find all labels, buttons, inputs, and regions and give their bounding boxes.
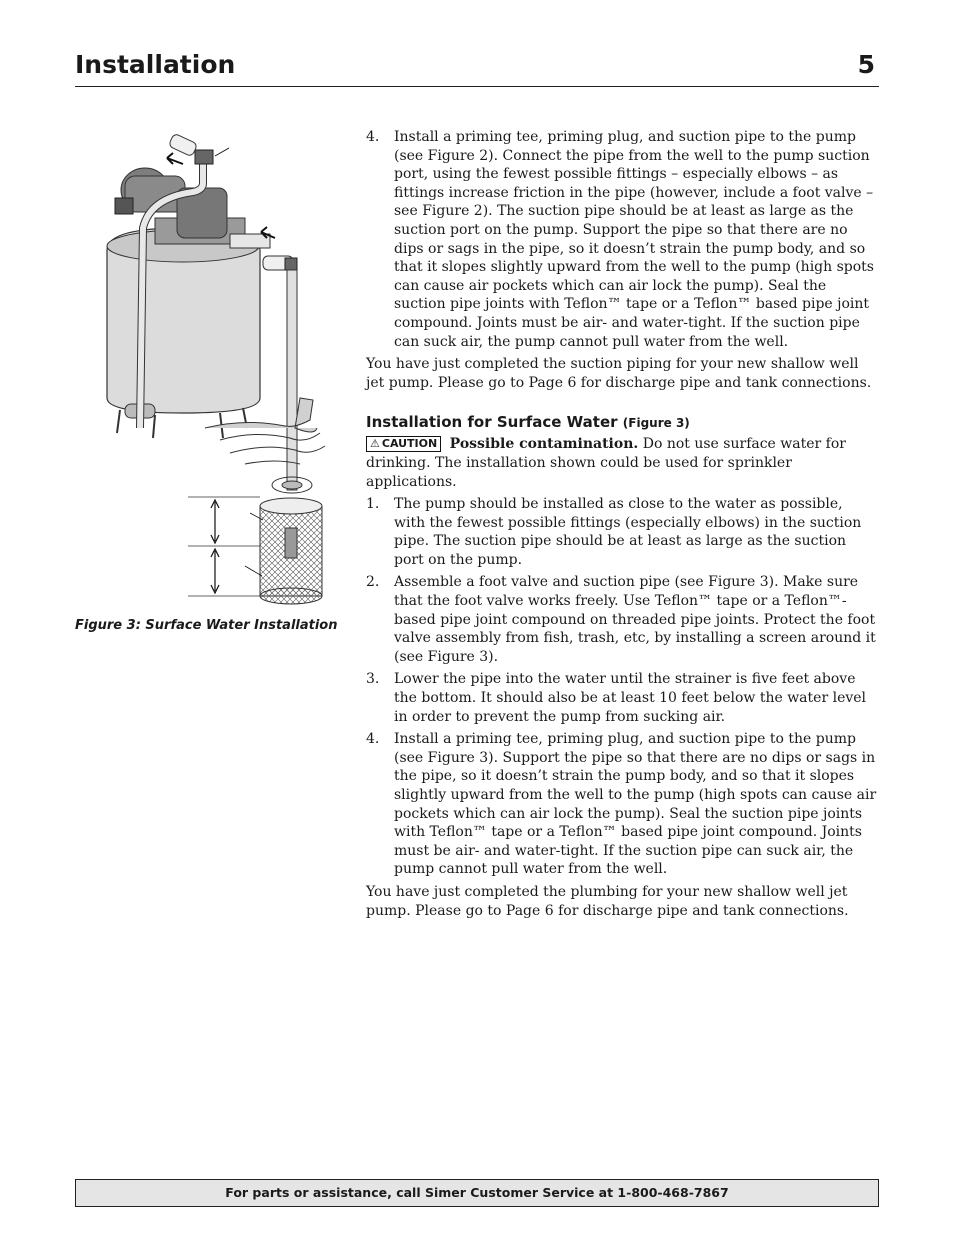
page-number: 5 [857,50,875,79]
pressure-tank-drawing [107,228,260,438]
step-text: Install a priming tee, priming plug, and suction pipe to the pump (see Figure 2). Connect the pipe from the well to the pump suction port, using the fewest possible fittings – especially elbows – as fittings increase friction in the pipe (however, include a foot valve – see Figure 2). The suction pipe should be at least as large as the suction port on the pump. Support the pipe so that there are no dips or sags in the pipe, so it doesn’t strain the pump body, and so that it slopes slightly upward from the well to the pump (high spots can cause air pockets which can air lock the pump). Seal the suction pipe joints with Teflon™ tape or a Teflon™ based pipe joint compound. Joints must be air- and water-tight. If the suction pipe can suck air, the pump cannot pull water from the well. [394,129,874,350]
step-number: 4. [366,731,380,748]
section-heading-surface-water [366,412,878,433]
step-text: Lower the pipe into the water until the strainer is five feet above the bottom. It should also be at least 10 feet below the water level in order to prevent the pump from sucking air. [394,671,867,725]
section-heading-figure-ref: (Figure 3) [622,416,690,431]
suction-step-4 [366,128,878,351]
warning-triangle-icon: ⚠ [370,437,380,451]
surface-step [366,730,878,879]
caution-badge [366,436,441,452]
page-header [75,48,879,87]
caution-bold-text: Possible contamination. [449,436,639,453]
step-number: 1. [366,496,380,513]
footer-text: For parts or assistance, call Simer Customer Service at 1-800-468-7867 [225,1185,729,1200]
step-text: The pump should be installed as close to the water as possible, with the fewest possible fittings (especially elbows) in the suction pipe. The suction pipe should be at least as large as the suction port on the pump. [394,496,862,568]
caution-label: CAUTION [381,437,438,451]
installation-illustration [95,128,335,613]
surface-water-installation-figure [95,128,335,613]
section-heading-text: Installation for Surface Water [366,413,618,432]
caution-notice [366,435,878,491]
figure-caption: Figure 3: Surface Water Installation [75,618,338,633]
surface-step [366,573,878,666]
main-text-column [366,128,878,920]
surface-completed-paragraph: You have just completed the plumbing for your new shallow well jet pump. Please go to Page 6 for discharge pipe and tank connections. [366,883,849,919]
suction-completed-paragraph: You have just completed the suction piping for your new shallow well jet pump. Please go to Page 6 for discharge pipe and tank connections. [366,356,872,391]
caution-text: Do not use surface water for drinking. The installation shown could be used for sprinkler applications. [366,436,846,490]
step-text: Install a priming tee, priming plug, and suction pipe to the pump (see Figure 3). Support the pipe so that there are no dips or sags in the pipe, so it doesn’t strain the pump body, and so that it slopes slightly upward from the well to the pump (high spots can cause air pockets which can air lock the pump). Seal the suction pipe joints with Teflon™ tape or a Teflon™ based pipe joint compound. Joints must be air- and water-tight. If the suction pipe can suck air, the pump cannot pull water from the well. [394,731,877,878]
surface-step [366,495,878,569]
step-number: 3. [366,671,380,688]
step-text: Assemble a foot valve and suction pipe (see Figure 3). Make sure that the foot valve works freely. Use Teflon™ tape or a Teflon™-based pipe joint compound on threaded pipe joints. Protect the foot valve assembly from fish, trash, etc, by installing a screen around it (see Figure 3). [394,574,876,665]
page-footer [75,1179,879,1207]
strainer-screen-drawing [260,498,322,604]
surface-steps-list [366,495,878,879]
page-title: Installation [75,50,236,79]
step-number: 2. [366,574,380,591]
step-number: 4. [366,129,380,145]
surface-step [366,670,878,726]
